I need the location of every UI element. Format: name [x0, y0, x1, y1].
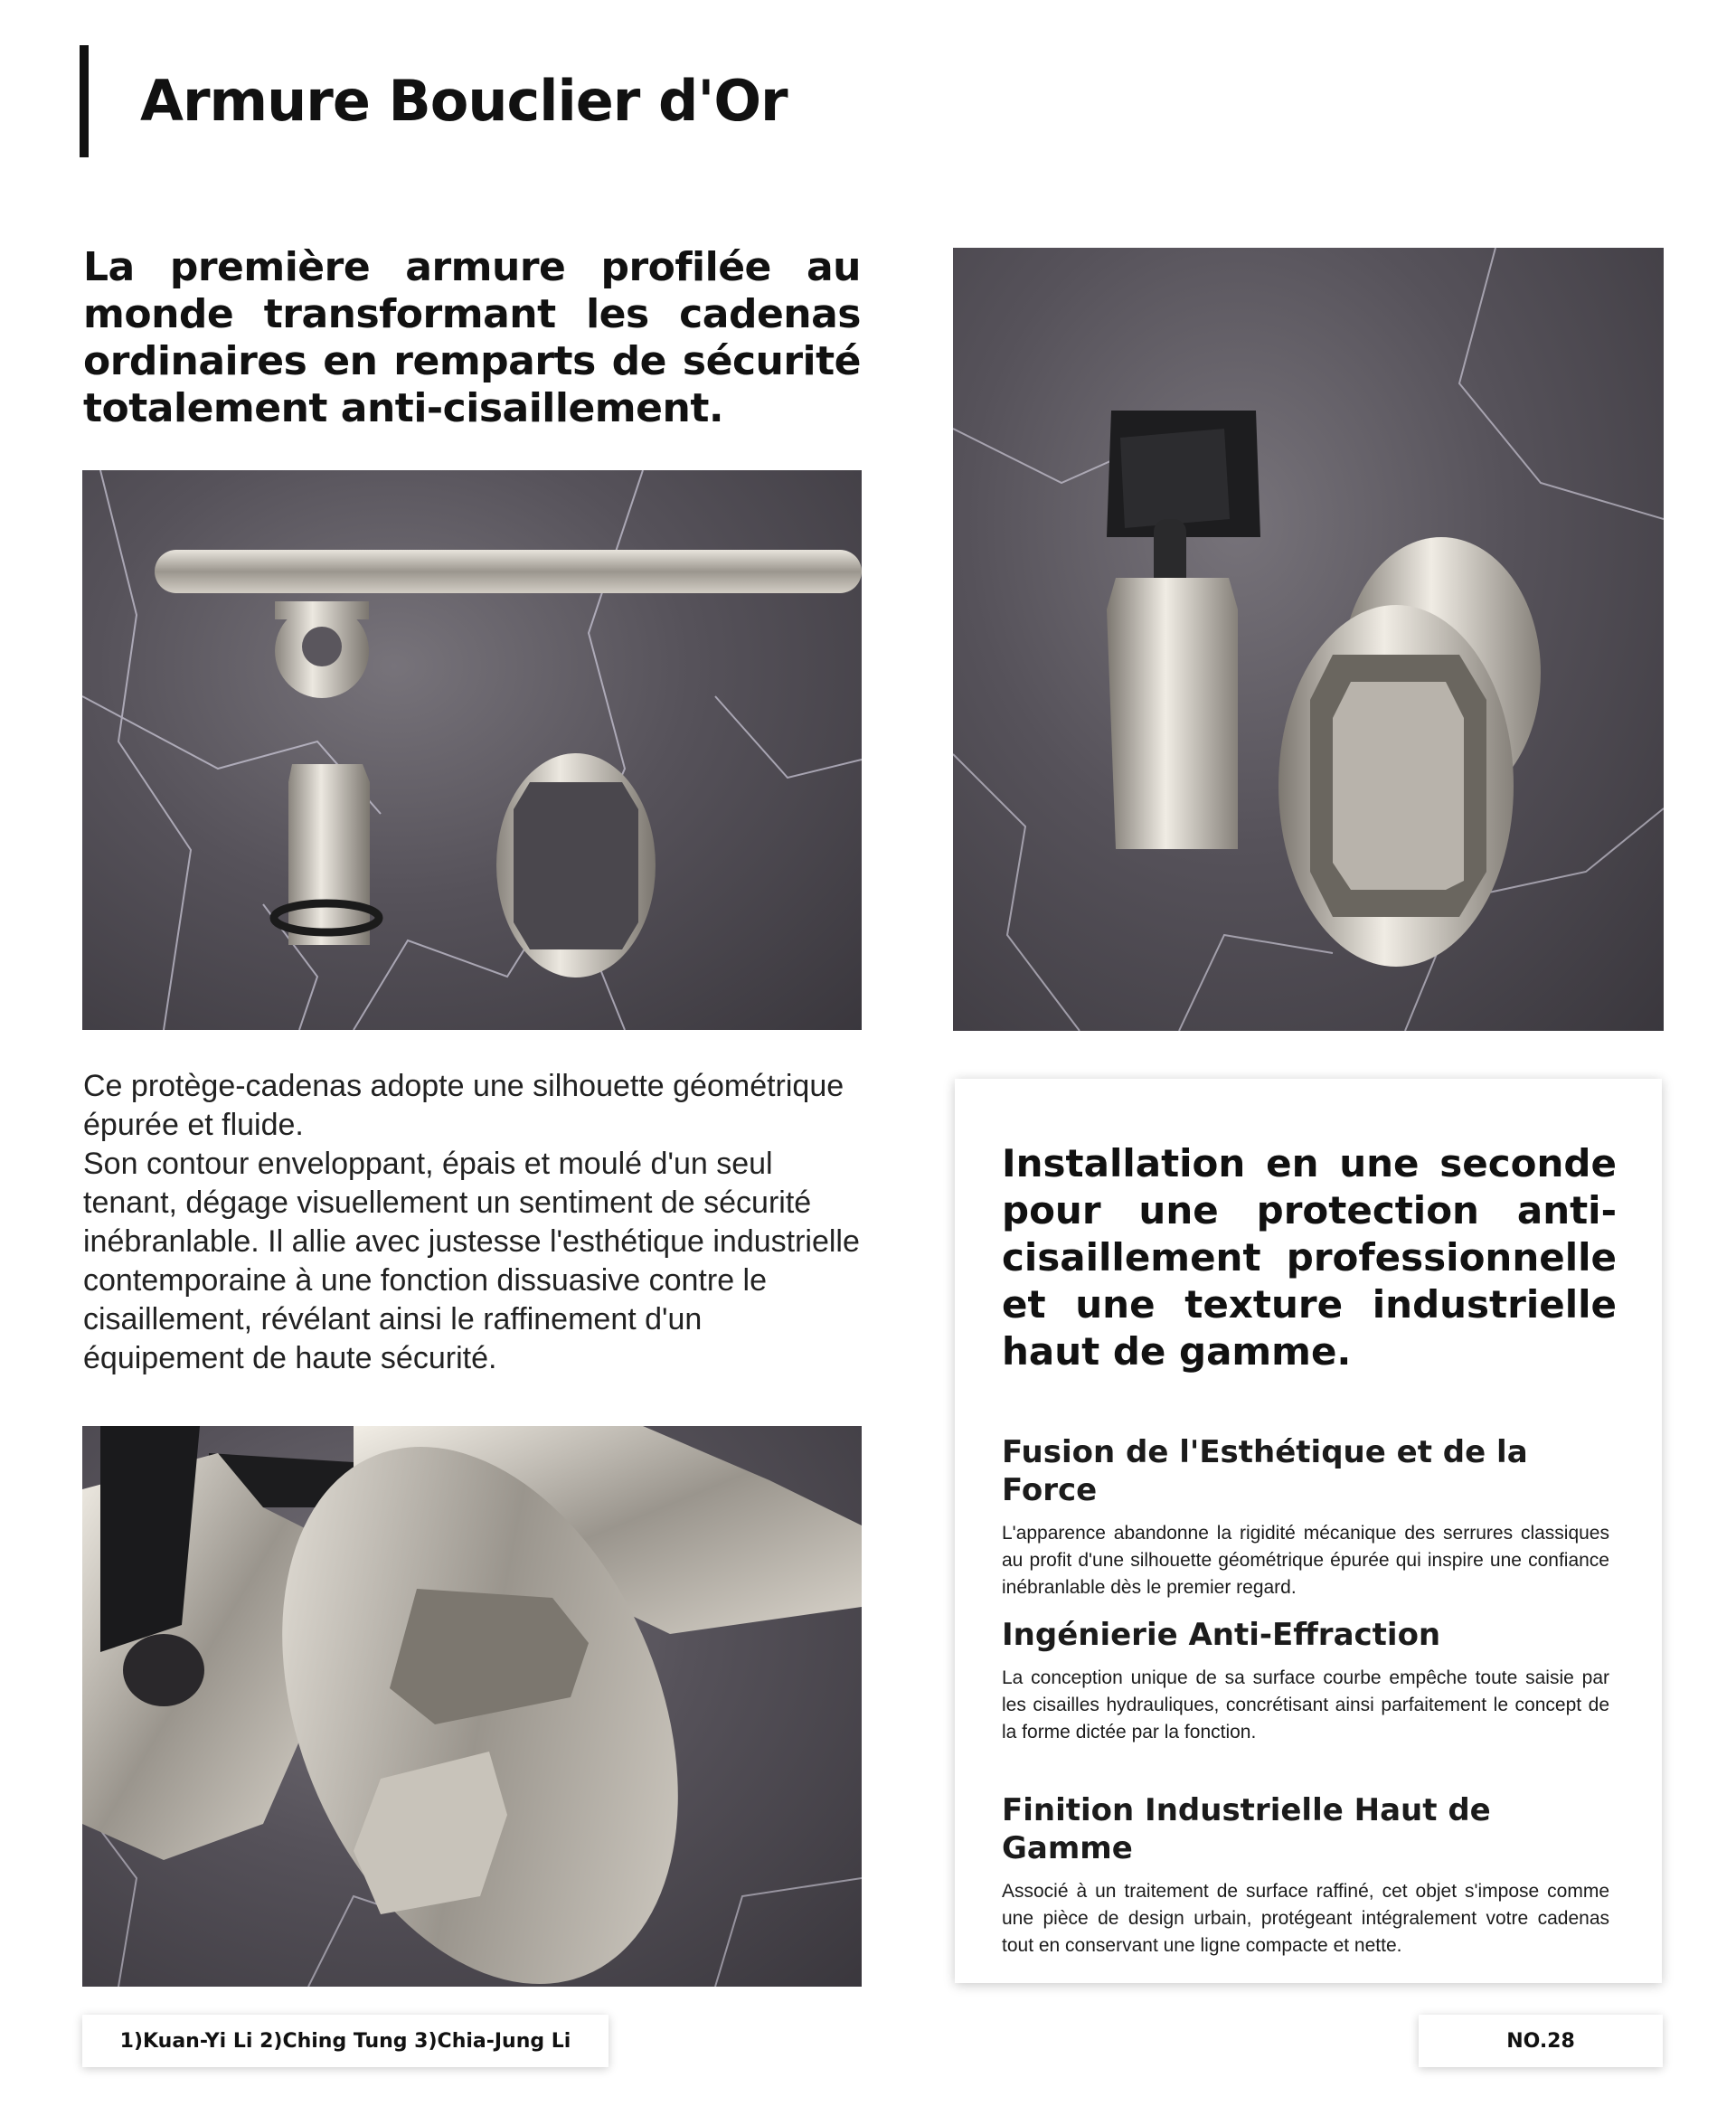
lead-statement: La première armure profilée au monde transformant les cadenas ordinaires en remparts de sécurité totalement anti-cisaillement. [83, 244, 861, 431]
padlock-parts-photo [82, 470, 862, 1030]
feature-text: L'apparence abandonne la rigidité mécanique des serrures classiques au profit d'une silhouette géométrique épurée qui inspire une confiance inébranlable dès le premier regard. [1002, 1523, 1609, 1598]
feature-title: Finition Industrielle Haut de Gamme [1002, 1792, 1491, 1866]
padlock-with-shield-photo [953, 248, 1664, 1031]
title-accent-bar [80, 45, 89, 157]
description-line-1: Ce protège-cadenas adopte une silhouette géométrique épurée et fluide. [83, 1069, 844, 1142]
card-heading: Installation en une seconde pour une protection anti-cisaillement professionnelle et une texture industrielle haut de gamme. [1002, 1141, 1617, 1374]
feature-text: Associé à un traitement de surface raffiné, cet objet s'impose comme une pièce de design urbain, protégeant intégralement votre cadenas tout en conservant une ligne compacte et nette. [1002, 1881, 1609, 1956]
feature-text: La conception unique de sa surface courbe empêche toute saisie par les cisailles hydrauliques, concrétisant ainsi parfaitement le concept de la forme dictée par la fonction. [1002, 1667, 1609, 1742]
feature-title: Fusion de l'Esthétique et de la Force [1002, 1434, 1528, 1508]
feature-anti-break-in [1002, 1616, 1609, 1746]
feature-industrial-finish [1002, 1791, 1609, 1960]
description-line-2: Son contour enveloppant, épais et moulé d'un seul tenant, dégage visuellement un sentiment de sécurité inébranlable. Il allie avec justesse l'esthétique industrielle contemporaine à une fonction dissuasive contre le cisaillement, révélant ainsi le raffinement d'un équipement de haute sécurité. [83, 1147, 860, 1375]
feature-card [955, 1079, 1662, 1983]
shield-closeup-photo [82, 1426, 862, 1987]
page-title: Armure Bouclier d'Or [140, 68, 788, 134]
product-description [83, 1067, 861, 1378]
page-number: NO.28 [1419, 2015, 1663, 2067]
feature-title: Ingénierie Anti-Effraction [1002, 1617, 1441, 1653]
footer-authors: 1)Kuan-Yi Li 2)Ching Tung 3)Chia-Jung Li [82, 2015, 609, 2067]
feature-aesthetics-strength [1002, 1433, 1609, 1601]
